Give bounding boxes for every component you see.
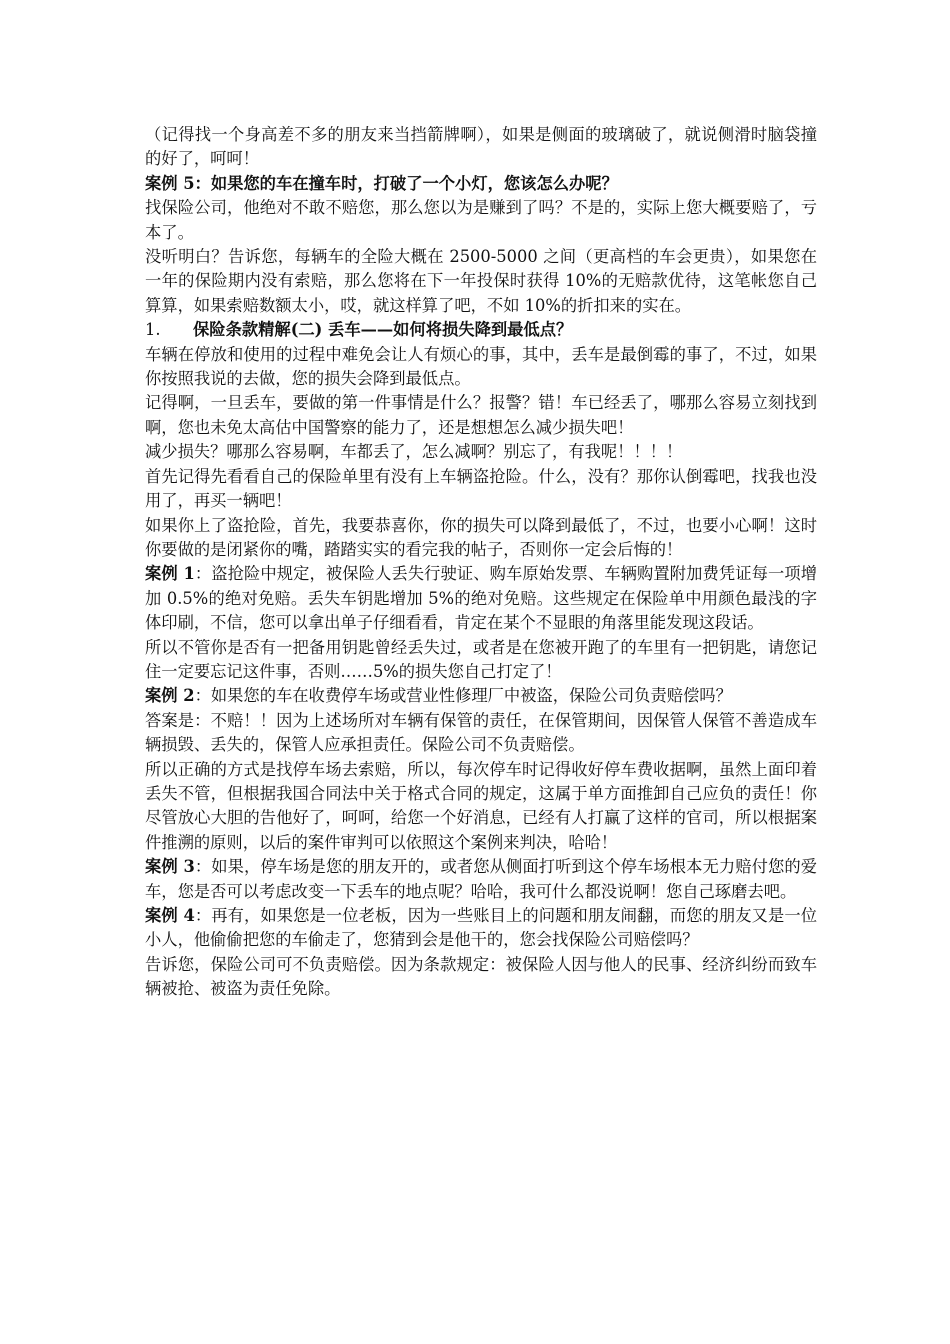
paragraph: 首先记得先看看自己的保险单里有没有上车辆盗抢险。什么，没有？那你认倒霉吧，找我也没用了，再买一辆吧！ xyxy=(145,466,817,511)
case-1-paragraph xyxy=(145,562,817,635)
case-4-text: ：再有，如果您是一位老板，因为一些账目上的问题和朋友闹翻，而您的朋友又是一位小人，他偷偷把您的车偷走了，您猜到会是他干的，您会找保险公司赔偿吗？ xyxy=(145,906,817,950)
paragraph: 没听明白？告诉您，每辆车的全险大概在 2500-5000 之间（更高档的车会更贵），如果您在一年的保险期内没有索赔，那么您将在下一年投保时获得 10%的无赔款优待，这笔帐您自己算算，如果索赔数额太小，哎，就这样算了吧，不如 10%的折扣来的实在。 xyxy=(145,247,817,315)
paragraph: 找保险公司，他绝对不敢不赔您，那么您以为是赚到了吗？不是的，实际上您大概要赔了，亏本了。 xyxy=(145,198,817,242)
section-number: 1. xyxy=(145,320,161,340)
case-3-label: 案例 3 xyxy=(145,857,195,877)
document-page xyxy=(145,123,817,1002)
case-2-paragraph xyxy=(145,684,817,708)
paragraph: 所以不管你是否有一把备用钥匙曾经丢失过，或者是在您被开跑了的车里有一把钥匙，请您记住一定要忘记这件事，否则……5%的损失您自己打定了！ xyxy=(145,637,817,681)
paragraph: 所以正确的方式是找停车场去索赔，所以，每次停车时记得收好停车费收据啊，虽然上面印着丢失不管，但根据我国合同法中关于格式合同的规定，这属于单方面推卸自己应负的责任！你尽管放心大胆的告他好了，呵呵，给您一个好消息，已经有人打赢了这样的官司，所以根据案件推溯的原则，以后的案件审判可以依照这个案例来判决，哈哈！ xyxy=(145,759,817,852)
case-3-text: ：如果，停车场是您的朋友开的，或者您从侧面打听到这个停车场根本无力赔付您的爱车，您是否可以考虑改变一下丢车的地点呢？哈哈，我可什么都没说啊！您自己琢磨去吧。 xyxy=(145,857,817,901)
case-2-text: ：如果您的车在收费停车场或营业性修理厂中被盗，保险公司负责赔偿吗？ xyxy=(194,686,732,706)
paragraph: 如果你上了盗抢险，首先，我要恭喜你，你的损失可以降到最低了，不过，也要小心啊！这时你要做的是闭紧你的嘴，踏踏实实的看完我的帖子，否则你一定会后悔的！ xyxy=(145,515,817,559)
paragraph: 记得啊，一旦丢车，要做的第一件事情是什么？报警？错！车已经丢了，哪那么容易立刻找到啊，您也未免太高估中国警察的能力了，还是想想怎么减少损失吧！ xyxy=(145,393,817,437)
paragraph: 答案是：不赔！！因为上述场所对车辆有保管的责任，在保管期间，因保管人保管不善造成车辆损毁、丢失的，保管人应承担责任。保险公司不负责赔偿。 xyxy=(145,710,817,755)
case-3-paragraph xyxy=(145,855,817,904)
case-2-label: 案例 2 xyxy=(145,686,195,706)
case-1-text: ：盗抢险中规定，被保险人丢失行驶证、购车原始发票、车辆购置附加费凭证每一项增加 0.5%的绝对免赔。丢失车钥匙增加 5%的绝对免赔。这些规定在保险单中用颜色最浅的字体印刷，不信，您可以拿出单子仔细看看，肯定在某个不显眼的角落里能发现这段话。 xyxy=(145,564,817,633)
case-4-paragraph xyxy=(145,904,817,953)
paragraph: 减少损失？哪那么容易啊，车都丢了，怎么减啊？别忘了，有我呢！！！！ xyxy=(145,442,683,462)
case-1-label: 案例 1 xyxy=(145,564,195,584)
paragraph: （记得找一个身高差不多的朋友来当挡箭牌啊），如果是侧面的玻璃破了，就说侧滑时脑袋撞的好了，呵呵！ xyxy=(145,125,817,169)
case-5-heading: 案例 5：如果您的车在撞车时，打破了一个小灯，您该怎么办呢？ xyxy=(145,173,618,193)
paragraph: 车辆在停放和使用的过程中难免会让人有烦心的事，其中，丢车是最倒霉的事了，不过，如果你按照我说的去做，您的损失会降到最低点。 xyxy=(145,344,817,389)
case-4-label: 案例 4 xyxy=(145,906,195,925)
section-title: 保险条款精解(二) 丢车——如何将损失降到最低点？ xyxy=(193,320,573,340)
paragraph: 告诉您，保险公司可不负责赔偿。因为条款规定：被保险人因与他人的民事、经济纠纷而致车辆被抢、被盗为责任免除。 xyxy=(145,954,817,999)
section-heading xyxy=(145,318,817,342)
